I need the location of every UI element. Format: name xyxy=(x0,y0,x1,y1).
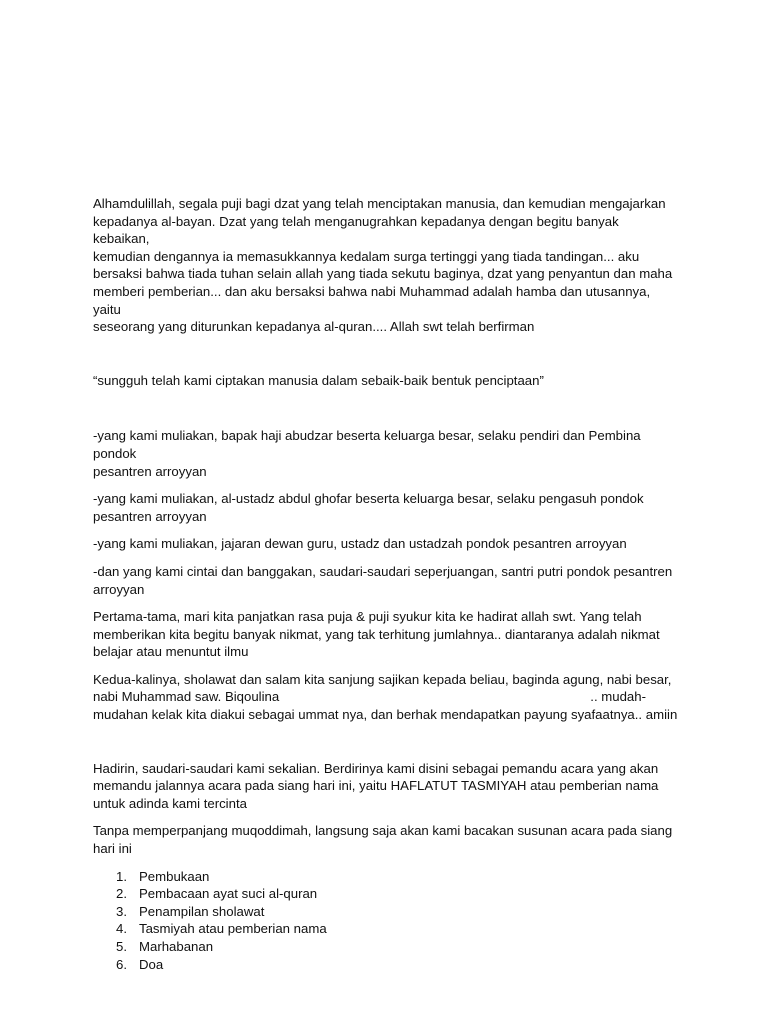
text-line: -yang kami muliakan, jajaran dewan guru, ustadz dan ustadzah pondok pesantren arroyyan xyxy=(93,536,627,552)
text-line: belajar atau menuntut ilmu xyxy=(93,644,249,660)
text-line: seseorang yang diturunkan kepadanya al-quran.... Allah swt telah berfirman xyxy=(93,319,535,335)
text-line: Tanpa memperpanjang muqoddimah, langsung saja akan kami bacakan susunan acara pada siang xyxy=(93,823,673,839)
list-item xyxy=(93,868,678,886)
list-item xyxy=(93,956,678,974)
list-number: 5. xyxy=(116,939,127,954)
kedua-paragraph xyxy=(93,671,678,724)
text-line: Pertama-tama, mari kita panjatkan rasa puja & puji syukur kita ke hadirat allah swt. Yang telah xyxy=(93,609,642,625)
list-item-text: Penampilan sholawat xyxy=(139,903,265,919)
list-item-text: Doa xyxy=(139,956,164,972)
list-item-text: Pembacaan ayat suci al-quran xyxy=(139,886,318,902)
text-line: untuk adinda kami tercinta xyxy=(93,795,247,811)
text-line: pesantren arroyyan xyxy=(93,463,207,479)
text-line: Alhamdulillah, segala puji bagi dzat yang telah menciptakan manusia, dan kemudian mengajarkan xyxy=(93,196,666,211)
tanpa-paragraph xyxy=(93,822,678,857)
list-item xyxy=(93,885,678,903)
greeting-paragraph xyxy=(93,490,678,525)
greeting-paragraph xyxy=(93,563,678,598)
list-item-text: Pembukaan xyxy=(139,868,210,884)
text-line: Hadirin, saudari-saudari kami sekalian. Berdirinya kami disini sebagai pemandu acara yang akan xyxy=(93,760,659,776)
list-item-text: Tasmiyah atau pemberian nama xyxy=(139,921,327,937)
text-line: Kedua-kalinya, sholawat dan salam kita sanjung sajikan kepada beliau, baginda agung, nabi besar, xyxy=(93,671,672,687)
list-item xyxy=(93,938,678,956)
pertama-paragraph xyxy=(93,608,678,661)
text-line: pesantren arroyyan xyxy=(93,508,207,524)
list-item-text: Marhabanan xyxy=(139,939,214,954)
greeting-paragraph xyxy=(93,535,678,553)
text-line: bersaksi bahwa tiada tuhan selain allah yang tiada sekutu baginya, dzat yang penyantun dan maha xyxy=(93,266,673,282)
list-number: 4. xyxy=(116,921,127,937)
agenda-list xyxy=(93,868,678,974)
text-line: -yang kami muliakan, al-ustadz abdul ghofar beserta keluarga besar, selaku pengasuh pondok xyxy=(93,491,644,507)
quran-quote: “sungguh telah kami ciptakan manusia dalam sebaik-baik bentuk penciptaan” xyxy=(93,372,544,388)
text-fragment: nabi Muhammad saw. Biqoulina xyxy=(93,689,280,705)
text-line: arroyyan xyxy=(93,581,145,597)
text-line: kemudian dengannya ia memasukkannya kedalam surga tertinggi yang tiada tandingan... aku xyxy=(93,248,640,264)
text-fragment: .. mudah- xyxy=(590,689,646,705)
text-line xyxy=(93,688,646,706)
text-line: hari ini xyxy=(93,841,132,857)
list-number: 1. xyxy=(116,868,127,884)
list-item xyxy=(93,903,678,921)
intro-paragraph xyxy=(93,195,678,336)
text-line: memberikan kita begitu banyak nikmat, yang tak terhitung jumlahnya.. diantaranya adalah nikmat xyxy=(93,626,660,642)
greeting-paragraph xyxy=(93,427,678,480)
list-number: 3. xyxy=(116,903,127,919)
text-line: kepadanya al-bayan. Dzat yang telah menganugrahkan kepadanya dengan begitu banyak kebaikan, xyxy=(93,213,619,247)
text-line: memandu jalannya acara pada siang hari ini, yaitu HAFLATUT TASMIYAH atau pemberian nama xyxy=(93,778,659,794)
list-number: 2. xyxy=(116,886,127,902)
text-line: -dan yang kami cintai dan banggakan, saudari-saudari seperjuangan, santri putri pondok pesantren xyxy=(93,563,673,579)
document-body xyxy=(93,195,678,973)
text-line: memberi pemberian... dan aku bersaksi bahwa nabi Muhammad adalah hamba dan utusannya, yaitu xyxy=(93,283,651,317)
text-line: mudahan kelak kita diakui sebagai ummat nya, dan berhak mendapatkan payung syafaatnya.. amiin xyxy=(93,707,678,723)
hadirin-paragraph xyxy=(93,760,678,813)
list-number: 6. xyxy=(116,956,127,972)
text-line: -yang kami muliakan, bapak haji abudzar beserta keluarga besar, selaku pendiri dan Pembina pondok xyxy=(93,428,641,461)
list-item xyxy=(93,920,678,938)
